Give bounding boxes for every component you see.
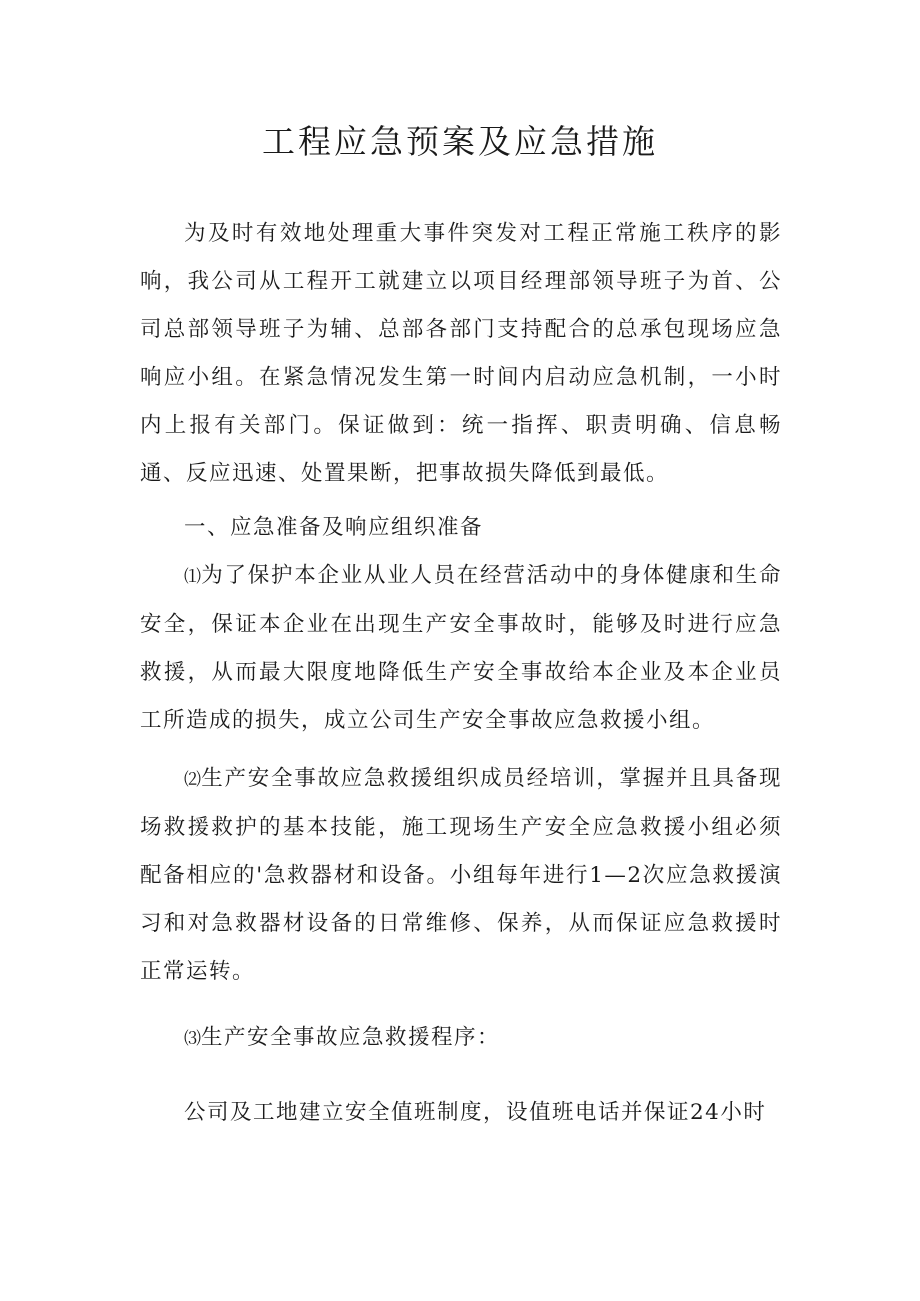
- list-item: [140, 755, 782, 996]
- intro-paragraph: 为及时有效地处理重大事件突发对工程正常施工秩序的影响，我公司从工程开工就建立以项目经理部领导班子为首、公司总部领导班子为辅、总部各部门支持配合的总承包现场应急响应小组。在紧急情况发生第一时间内启动应急机制，一小时内上报有关部门。保证做到：统一指挥、职责明确、信息畅通、反应迅速、处置果断，把事故损失降低到最低。: [140, 221, 782, 486]
- duty-paragraph: 公司及工地建立安全值班制度，设值班电话并保证24小时: [184, 1100, 767, 1125]
- list-item: [140, 1014, 782, 1063]
- item-text: 生产安全事故应急救援程序：: [201, 1025, 501, 1050]
- list-item: [140, 552, 782, 745]
- document-body: [140, 210, 782, 1137]
- document-title: 工程应急预案及应急措施: [262, 122, 658, 161]
- item-text: 为了保护本企业从业人员在经营活动中的身体健康和生命安全，保证本企业在出现生产安全事故时，能够及时进行应急救援，从而最大限度地降低生产安全事故给本企业及本企业员工所造成的损失，成立公司生产安全事故应急救援小组。: [140, 563, 782, 733]
- section-heading: 一、应急准备及响应组织准备: [184, 515, 484, 540]
- item-text: 生产安全事故应急救援组织成员经培训，掌握并且具备现场救援救护的基本技能，施工现场生产安全应急救援小组必须配备相应的'急救器材和设备。小组每年进行1—2次应急救援演习和对急救器材设备的日常维修、保养，从而保证应急救援时正常运转。: [140, 766, 782, 984]
- item-marker: ⑴: [184, 567, 202, 587]
- item-marker: ⑵: [184, 770, 202, 790]
- item-marker: ⑶: [184, 1029, 201, 1049]
